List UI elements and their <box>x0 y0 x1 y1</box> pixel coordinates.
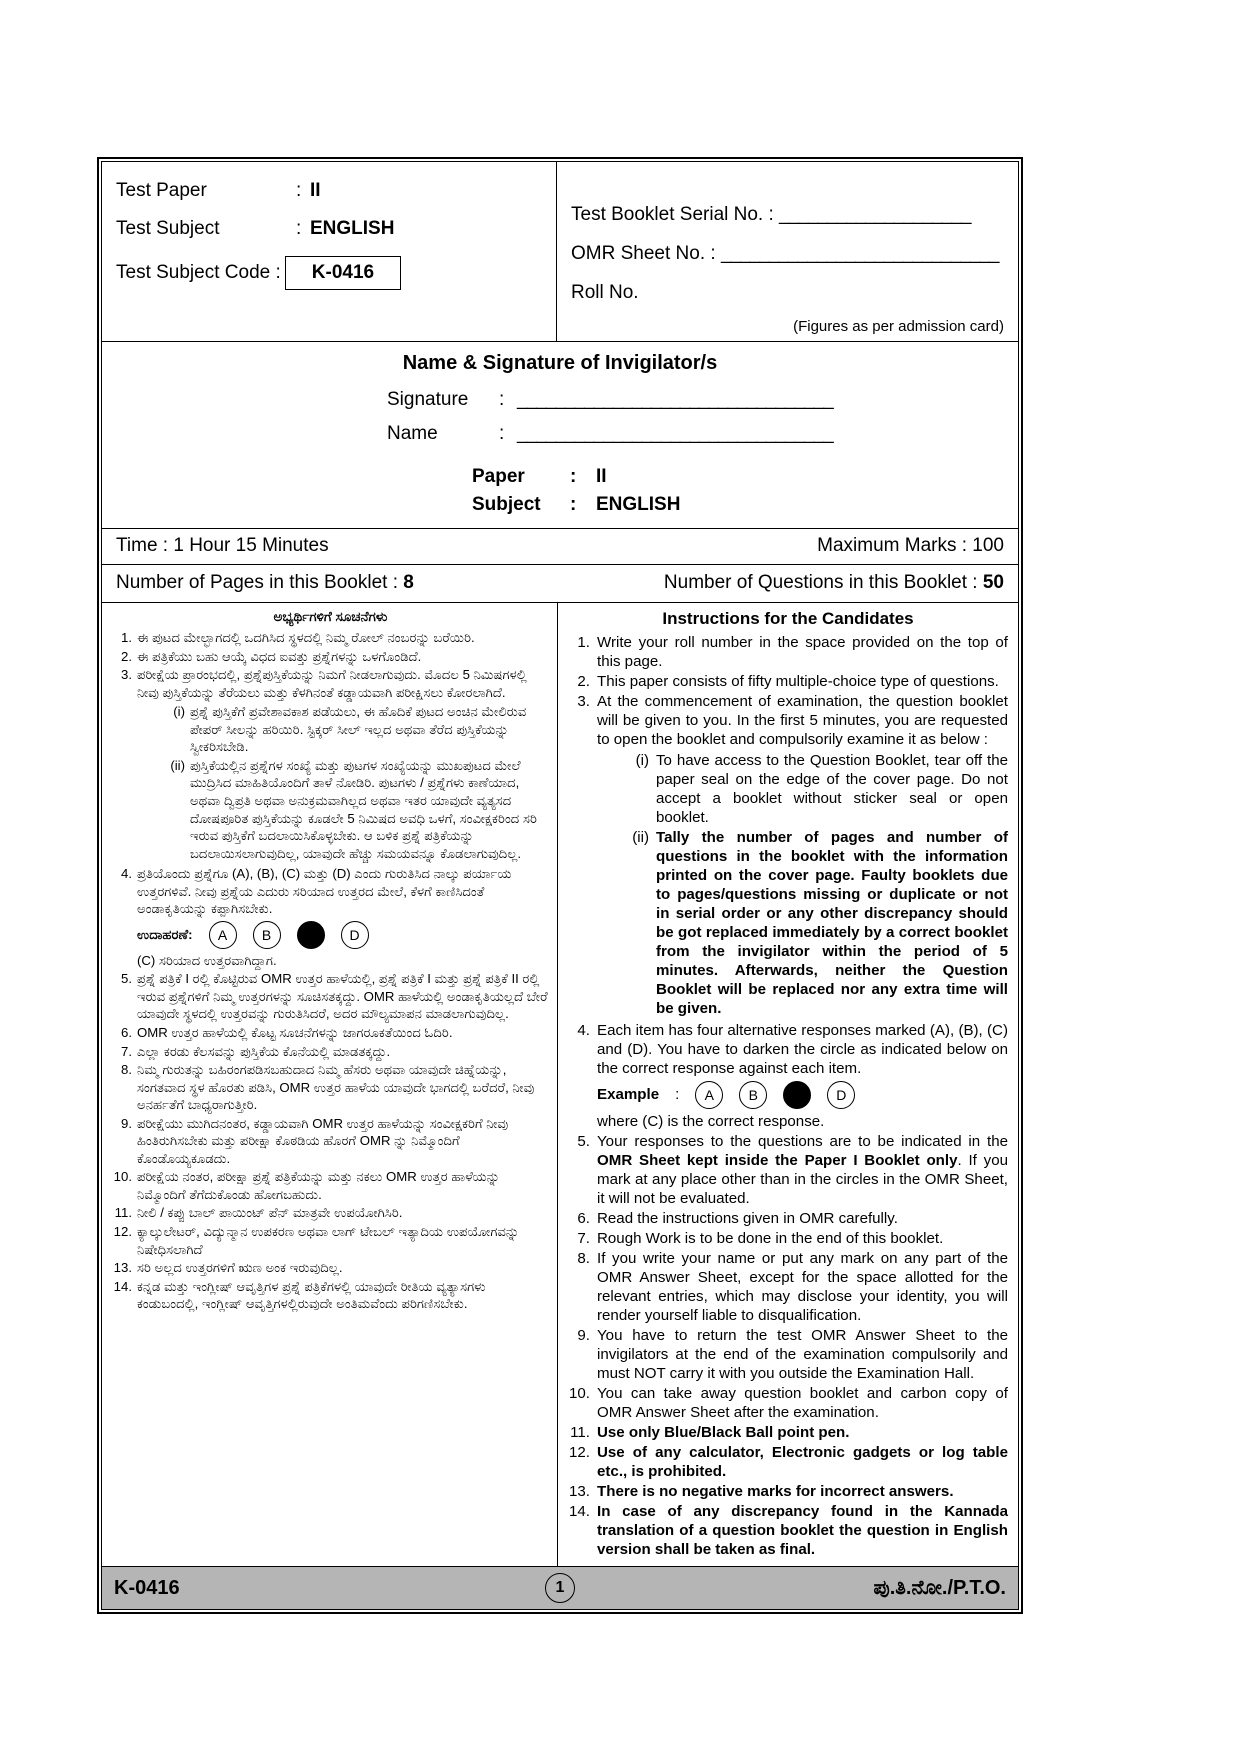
list-item <box>112 648 549 666</box>
option-bubble-d[interactable]: D <box>827 1081 855 1109</box>
item-number: 5. <box>121 971 132 987</box>
subject-label: Subject <box>472 493 541 515</box>
omr-sheet-label: OMR Sheet No. : <box>571 243 721 264</box>
item-number: 8. <box>577 1249 590 1267</box>
instructions-block <box>102 603 1018 1566</box>
booklet-serial-row <box>571 204 1008 226</box>
list-item <box>568 633 1008 671</box>
test-subject-code-label: Test Subject Code : <box>116 262 281 283</box>
item-number: 1. <box>121 630 132 646</box>
item-text: OMR ಉತ್ತರ ಹಾಳೆಯಲ್ಲಿ ಕೊಟ್ಟ ಸೂಚನೆಗಳನ್ನು ಜಾಗರೂಕತೆಯಿಂದ ಓದಿರಿ. <box>137 1024 453 1040</box>
signature-blank[interactable]: _________________________________ <box>517 389 833 410</box>
item-text: This paper consists of fifty multiple-choice type of questions. <box>597 672 999 690</box>
paper-value: II <box>596 466 607 487</box>
identity-left <box>102 162 557 341</box>
test-subject-colon: : <box>296 218 302 239</box>
item-text <box>137 666 549 864</box>
invigilator-name-blank[interactable]: _________________________________ <box>517 423 833 444</box>
item-text: ಸರಿ ಅಲ್ಲದ ಉತ್ತರಗಳಿಗೆ ಋಣ ಅಂಕ ಇರುವುದಿಲ್ಲ. <box>137 1260 343 1276</box>
pages-count <box>116 572 414 594</box>
item-text: Use of any calculator, Electronic gadgets or log table etc., is prohibited. <box>597 1444 1008 1481</box>
sub-item-text: Tally the number of pages and number of questions in the booklet with the information printed on the cover page. Faulty booklets due to pages/questions missing or duplicate or not in serial order or any other discrepancy should be got replaced immediately by a correct booklet from the invigilator within the period of 5 minutes. Afterwards, neither the Question Booklet will be replaced nor any extra time will be given. <box>656 828 1008 1017</box>
test-subject-row <box>116 218 556 240</box>
test-subject-label: Test Subject <box>116 218 220 239</box>
item-text: Read the instructions given in OMR carefully. <box>597 1209 898 1227</box>
item-text <box>137 865 549 969</box>
list-item <box>112 1024 549 1042</box>
list-item <box>112 970 549 1023</box>
list-item <box>568 1443 1008 1481</box>
item-number: 10. <box>113 1169 132 1185</box>
item-number: 7. <box>121 1043 132 1059</box>
option-bubble-b[interactable]: B <box>739 1081 767 1109</box>
item-text: ಪರೀಕ್ಷೆಯು ಮುಗಿದನಂತರ, ಕಡ್ಡಾಯವಾಗಿ OMR ಉತ್ತರ ಹಾಳೆಯನ್ನು ಸಂವೀಕ್ಷಕರಿಗೆ ನೀವು ಹಿಂತಿರುಗಿಸಬೇಕು ಮತ್ತು ಪರೀಕ್ಷಾ ಕೊಠಡಿಯ ಹೊರಗೆ OMR ನ್ನು ನಿಮ್ಮೊಂದಿಗೆ ಕೊಂಡೊಯ್ಯಕೂಡದು. <box>137 1115 509 1166</box>
max-marks-label: Maximum Marks : 100 <box>817 535 1004 557</box>
list-item <box>112 1168 549 1203</box>
item-text: ಈ ಪತ್ರಿಕೆಯು ಬಹು ಆಯ್ಕೆ ವಿಧದ ಐವತ್ತು ಪ್ರಶ್ನೆಗಳನ್ನು ಒಳಗೊಂಡಿದೆ. <box>137 648 422 664</box>
option-bubble-d[interactable]: D <box>341 921 369 949</box>
list-item <box>568 1384 1008 1422</box>
english-example-row <box>597 1081 1008 1109</box>
list-item <box>568 1021 1008 1131</box>
pages-value: 8 <box>403 572 414 594</box>
option-bubble-a[interactable]: A <box>695 1081 723 1109</box>
item-text <box>597 1021 1008 1131</box>
subject-value: ENGLISH <box>596 493 681 515</box>
item-text: You can take away question booklet and carbon copy of OMR Answer Sheet after the examination. <box>597 1385 1008 1422</box>
item-number: 1. <box>577 633 590 651</box>
paper-subject-block <box>472 463 1018 518</box>
signature-row <box>387 389 1018 411</box>
list-item <box>568 1326 1008 1383</box>
item-number: 8. <box>121 1062 132 1078</box>
sub-item <box>137 757 549 862</box>
test-paper-label: Test Paper <box>116 180 207 201</box>
english-example-note: where (C) is the correct response. <box>597 1112 825 1130</box>
pages-prefix: Number of Pages in this Booklet : <box>116 572 404 594</box>
list-item <box>568 692 1008 1020</box>
sub-item-number: (i) <box>173 704 185 720</box>
questions-value: 50 <box>982 572 1004 594</box>
item-number: 3. <box>121 667 132 683</box>
list-item <box>568 1132 1008 1208</box>
item-number: 11. <box>114 1205 132 1221</box>
kannada-instructions-column <box>102 603 558 1566</box>
item-number: 12. <box>113 1224 132 1239</box>
sub-item-number: (ii) <box>632 828 649 846</box>
omr-sheet-row <box>571 243 1008 265</box>
list-item <box>112 629 549 647</box>
omr-sheet-blank[interactable]: _____________________________ <box>720 243 999 264</box>
kannada-example-note: (C) ಸರಿಯಾದ ಉತ್ತರವಾಗಿದ್ದಾಗ. <box>137 952 277 968</box>
sub-item-number: (ii) <box>170 757 185 773</box>
item-text: ಪರೀಕ್ಷೆಯ ನಂತರ, ಪರೀಕ್ಷಾ ಪ್ರಶ್ನೆ ಪತ್ರಿಕೆಯನ್ನು ಮತ್ತು ನಕಲು OMR ಉತ್ತರ ಹಾಳೆಯನ್ನು ನಿಮ್ಮೊಂದಿಗೆ ತೆಗೆದುಕೊಂಡು ಹೋಗಬಹುದು. <box>137 1169 500 1202</box>
item-text: There is no negative marks for incorrect answers. <box>597 1483 954 1501</box>
pto-label: ಪು.ತಿ.ನೋ./P.T.O. <box>873 1576 1006 1599</box>
english-instructions-list <box>568 633 1008 1560</box>
signature-label: Signature <box>387 389 469 410</box>
item-text: ನೀಲಿ / ಕಪ್ಪು ಬಾಲ್ ಪಾಯಿಂಟ್ ಪೆನ್ ಮಾತ್ರವೇ ಉಪಯೋಗಿಸಿರಿ. <box>137 1205 403 1221</box>
sub-item <box>597 751 1008 827</box>
paper-row <box>472 463 1018 491</box>
invigilator-block <box>102 342 1018 529</box>
sub-item <box>597 828 1008 1018</box>
sub-item <box>137 703 549 756</box>
option-bubble-c-filled[interactable] <box>783 1081 811 1109</box>
roll-no-label: Roll No. <box>571 282 639 303</box>
test-subject-code-value: K-0416 <box>285 256 401 290</box>
item-number: 6. <box>577 1209 590 1227</box>
list-item <box>112 1061 549 1114</box>
paper-label: Paper <box>472 466 525 487</box>
invigilator-name-colon: : <box>499 423 505 444</box>
paper-colon: : <box>570 466 577 487</box>
item-text: ಎಲ್ಲಾ ಕರಡು ಕೆಲಸವನ್ನು ಪುಸ್ತಿಕೆಯ ಕೊನೆಯಲ್ಲಿ ಮಾಡತಕ್ಕದ್ದು. <box>137 1043 391 1059</box>
list-item <box>112 1259 549 1277</box>
test-subject-code-row <box>116 256 556 290</box>
english-example-label: Example <box>597 1086 660 1104</box>
sub-item-text: To have access to the Question Booklet, tear off the paper seal on the edge of the cover page. Do not accept a booklet without sticker seal or open booklet. <box>656 751 1008 826</box>
list-item <box>112 1115 549 1168</box>
item-text: Use only Blue/Black Ball point pen. <box>597 1424 850 1442</box>
signature-colon: : <box>499 389 505 410</box>
item-number: 5. <box>577 1132 590 1150</box>
english-instructions-title: Instructions for the Candidates <box>662 609 914 629</box>
exam-cover-page <box>97 157 1023 1614</box>
questions-prefix: Number of Questions in this Booklet : <box>663 572 983 594</box>
footer-subject-code: K-0416 <box>114 1576 180 1599</box>
english-instructions-column <box>558 603 1018 1566</box>
subject-row <box>472 491 1018 519</box>
item-number: 7. <box>577 1229 590 1247</box>
item-text-main: ಪ್ರತಿಯೊಂದು ಪ್ರಶ್ನೆಗೂ (A), (B), (C) ಮತ್ತು (D) ಎಂದು ಗುರುತಿಸಿದ ನಾಲ್ಕು ಪರ್ಯಾಯ ಉತ್ತರಗಳಿವೆ. ನೀವು ಪ್ರಶ್ನೆಯ ಎದುರು ಸರಿಯಾದ ಉತ್ತರದ ಮೇಲೆ, ಕೆಳಗೆ ಕಾಣಿಸಿದಂತೆ ಅಂಡಾಕೃತಿಯನ್ನು ಕಪ್ಪಾಗಿಸಬೇಕು. <box>137 866 512 917</box>
item-number: 2. <box>577 672 590 690</box>
time-marks-row <box>102 529 1018 565</box>
invigilator-name-label: Name <box>387 423 438 444</box>
sub-item-number: (i) <box>635 751 649 769</box>
kannada-instructions-title: ಅಭ್ಯರ್ಥಿಗಳಿಗೆ ಸೂಚನೆಗಳು <box>273 609 388 625</box>
item-number: 14. <box>113 1278 132 1294</box>
list-item <box>568 1482 1008 1501</box>
test-paper-colon: : <box>296 180 302 201</box>
item-text-main: Each item has four alternative responses marked (A), (B), (C) and (D). You have to darken the circle as indicated below on the correct response against each item. <box>597 1021 1008 1077</box>
item5-part1: Your responses to the questions are to be indicated in the <box>597 1132 1008 1150</box>
list-item <box>112 1204 549 1222</box>
item-text <box>597 1132 1008 1208</box>
option-bubble-c-filled[interactable] <box>297 921 325 949</box>
page-inner-frame <box>101 161 1019 1610</box>
subject-colon: : <box>570 493 577 515</box>
option-bubble-b[interactable]: B <box>253 921 281 949</box>
item-text: If you write your name or put any mark on any part of the OMR Answer Sheet, except for the space allotted for the relevant entries, which may disclose your identity, you will render yourself liable to disqualification. <box>597 1249 1008 1325</box>
kannada-example-label: ಉದಾಹರಣೆ: <box>137 927 193 943</box>
roll-no-row <box>571 282 1008 304</box>
item-number: 13. <box>569 1483 590 1501</box>
item-number: 9. <box>577 1327 590 1345</box>
list-item <box>568 1229 1008 1248</box>
figures-note: (Figures as per admission card) <box>793 318 1004 335</box>
kannada-instructions-list <box>112 629 549 1313</box>
page-footer <box>102 1566 1018 1609</box>
item-text: You have to return the test OMR Answer Sheet to the invigilators at the end of the examination compulsorily and must NOT carry it with you outside the Examination Hall. <box>597 1327 1008 1383</box>
booklet-serial-blank[interactable]: ____________________ <box>779 204 971 225</box>
item-number: 14. <box>569 1503 590 1521</box>
option-bubble-a[interactable]: A <box>209 921 237 949</box>
item-text: Rough Work is to be done in the end of this booklet. <box>597 1229 944 1247</box>
item-text: ನಿಮ್ಮ ಗುರುತನ್ನು ಬಹಿರಂಗಪಡಿಸಬಹುದಾದ ನಿಮ್ಮ ಹೆಸರು ಅಥವಾ ಯಾವುದೇ ಚಿಹ್ನೆಯನ್ನು, ಸಂಗತವಾದ ಸ್ಥಳ ಹೊರತು ಪಡಿಸಿ, OMR ಉತ್ತರ ಹಾಳೆಯ ಯಾವುದೇ ಭಾಗದಲ್ಲಿ ಬರೆದರೆ, ನೀವು ಅನರ್ಹತೆಗೆ ಬಾಧ್ಯರಾಗುತ್ತೀರಿ. <box>137 1062 535 1113</box>
list-item <box>568 1249 1008 1325</box>
sub-item-text: ಪುಸ್ತಿಕೆಯಲ್ಲಿನ ಪ್ರಶ್ನೆಗಳ ಸಂಖ್ಯೆ ಮತ್ತು ಪುಟಗಳ ಸಂಖ್ಯೆಯನ್ನು ಮುಖಪುಟದ ಮೇಲೆ ಮುದ್ರಿಸಿದ ಮಾಹಿತಿಯೊಂದಿಗೆ ತಾಳೆ ನೋಡಿರಿ. ಪುಟಗಳು / ಪ್ರಶ್ನೆಗಳು ಕಾಣೆಯಾದ, ಅಥವಾ ದ್ವಿಪ್ರತಿ ಅಥವಾ ಅನುಕ್ರಮವಾಗಿಲ್ಲದ ಅಥವಾ ಇತರ ಯಾವುದೇ ವ್ಯತ್ಯಸದ ದೋಷಪೂರಿತ ಪುಸ್ತಿಕೆಯನ್ನು ಕೂಡಲೇ 5 ನಿಮಿಷದ ಅವಧಿ ಒಳಗೆ, ಸಂವೀಕ್ಷಕರಿಂದ ಸರಿ ಇರುವ ಪುಸ್ತಿಕೆಗೆ ಬದಲಾಯಿಸಿಕೊಳ್ಳಬೇಕು. ಆ ಬಳಿಕ ಪ್ರಶ್ನೆ ಪತ್ರಿಕೆಯನ್ನು ಬದಲಾಯಿಸಲಾಗುವುದಿಲ್ಲ, ಯಾವುದೇ ಹೆಚ್ಚು ಸಮಯವನ್ನೂ ಕೊಡಲಾಗುವುದಿಲ್ಲ. <box>190 757 537 861</box>
item-text: ಈ ಪುಟದ ಮೇಲ್ಭಾಗದಲ್ಲಿ ಒದಗಿಸಿದ ಸ್ಥಳದಲ್ಲಿ ನಿಮ್ಮ ರೋಲ್ ನಂಬರನ್ನು ಬರೆಯಿರಿ. <box>137 630 475 646</box>
item-text-main: ಪರೀಕ್ಷೆಯ ಪ್ರಾರಂಭದಲ್ಲಿ, ಪ್ರಶ್ನೆಪುಸ್ತಿಕೆಯನ್ನು ನಿಮಗೆ ನೀಡಲಾಗುವುದು. ಮೊದಲ 5 ನಿಮಿಷಗಳಲ್ಲಿ ನೀವು ಪುಸ್ತಿಕೆಯನ್ನು ತೆರೆಯಲು ಮತ್ತು ಕೆಳಗಿನಂತೆ ಕಡ್ಡಾಯವಾಗಿ ಪರೀಕ್ಷಿಸಲು ಕೋರಲಾಗಿದೆ. <box>137 667 527 700</box>
item-number: 4. <box>577 1021 590 1039</box>
invigilator-title: Name & Signature of Invigilator/s <box>402 352 718 374</box>
item-number: 10. <box>569 1385 590 1403</box>
item-number: 13. <box>113 1260 132 1276</box>
item-text: ಪ್ರಶ್ನೆ ಪತ್ರಿಕೆ I ರಲ್ಲಿ ಕೊಟ್ಟಿರುವ OMR ಉತ್ತರ ಹಾಳೆಯಲ್ಲಿ, ಪ್ರಶ್ನೆ ಪತ್ರಿಕೆ I ಮತ್ತು ಪ್ರಶ್ನೆ ಪತ್ರಿಕೆ II ರಲ್ಲಿ ಇರುವ ಪ್ರಶ್ನೆಗಳಿಗೆ ನಿಮ್ಮ ಉತ್ತರಗಳನ್ನು ಸೂಚಿಸತಕ್ಕದ್ದು. OMR ಹಾಳೆಯಲ್ಲಿ ಅಂಡಾಕೃತಿಯಲ್ಲದೆ ಬೇರೆ ಯಾವುದೇ ಸ್ಥಳದಲ್ಲಿ ಉತ್ತರವನ್ನು ಗುರುತಿಸಿದರೆ, ಅದರ ಮೌಲ್ಯಮಾಪನ ಮಾಡಲಾಗುವುದಿಲ್ಲ. <box>137 971 548 1022</box>
list-item <box>112 1278 549 1313</box>
list-item <box>112 1043 549 1061</box>
item5-bold: OMR Sheet kept inside the Paper I Booklet only <box>597 1151 958 1169</box>
list-item <box>568 1502 1008 1559</box>
pages-questions-row <box>102 565 1018 603</box>
item-text: Write your roll number in the space provided on the top of this page. <box>597 633 1008 670</box>
item-number: 3. <box>577 692 590 710</box>
item-number: 2. <box>121 648 132 664</box>
item-number: 9. <box>121 1115 132 1131</box>
item-number: 6. <box>121 1024 132 1040</box>
item5-part2: . If you mark at any place other than in the circles in the OMR Sheet, it will not be evaluated. <box>597 1151 1008 1207</box>
booklet-serial-label: Test Booklet Serial No. : <box>571 204 780 225</box>
test-subject-value: ENGLISH <box>310 218 395 239</box>
item-text: ಕ್ಯಾಲ್ಕುಲೇಟರ್, ವಿದ್ಯುನ್ಮಾನ ಉಪಕರಣ ಅಥವಾ ಲಾಗ್ ಟೇಬಲ್ ಇತ್ಯಾದಿಯ ಉಪಯೋಗವನ್ನು ನಿಷೇಧಿಸಲಾಗಿದೆ <box>137 1224 520 1257</box>
identity-block <box>102 162 1018 342</box>
identity-right <box>557 162 1018 341</box>
kannada-sublist <box>137 703 549 862</box>
invigilator-name-row <box>387 423 1018 445</box>
list-item <box>112 666 549 864</box>
item-text: ಕನ್ನಡ ಮತ್ತು ಇಂಗ್ಲೀಷ್ ಆವೃತ್ತಿಗಳ ಪ್ರಶ್ನೆ ಪತ್ರಿಕೆಗಳಲ್ಲಿ ಯಾವುದೇ ರೀತಿಯ ವ್ಯತ್ಯಾಸಗಳು ಕಂಡುಬಂದಲ್ಲಿ, ಇಂಗ್ಲೀಷ್ ಆವೃತ್ತಿಗಳಲ್ಲಿರುವುದೇ ಅಂತಿಮವೆಂದು ಪರಿಗಣಿಸಬೇಕು. <box>137 1278 486 1312</box>
test-paper-row <box>116 180 556 202</box>
list-item <box>568 1209 1008 1228</box>
kannada-example-row <box>137 921 549 949</box>
time-label: Time : 1 Hour 15 Minutes <box>116 535 329 557</box>
item-number: 4. <box>121 866 132 882</box>
item-text: In case of any discrepancy found in the Kannada translation of a question booklet the question in English version shall be taken as final. <box>597 1503 1008 1559</box>
sub-item-text: ಪ್ರಶ್ನೆ ಪುಸ್ತಿಕೆಗೆ ಪ್ರವೇಶಾವಕಾಶ ಪಡೆಯಲು, ಈ ಹೊದಿಕೆ ಪುಟದ ಅಂಚಿನ ಮೇಲಿರುವ ಪೇಪರ್ ಸೀಲನ್ನು ಹರಿಯಿರಿ. ಸ್ಟಿಕ್ಕರ್ ಸೀಲ್ ಇಲ್ಲದ ಅಥವಾ ತೆರೆದ ಪುಸ್ತಿಕೆಯನ್ನು ಸ್ವೀಕರಿಸಬೇಡಿ. <box>190 704 527 755</box>
page-number-badge: 1 <box>545 1573 575 1603</box>
item-number: 12. <box>569 1444 590 1462</box>
list-item <box>568 672 1008 691</box>
english-sublist <box>597 751 1008 1018</box>
questions-count <box>664 572 1004 594</box>
test-paper-value: II <box>310 180 321 201</box>
item-text-main: At the commencement of examination, the question booklet will be given to you. In the first 5 minutes, you are requested to open the booklet and compulsorily examine it as below : <box>597 692 1008 748</box>
english-example-colon: : <box>675 1086 680 1104</box>
list-item <box>112 1223 549 1258</box>
list-item <box>112 865 549 969</box>
item-text <box>597 692 1008 1020</box>
item-number: 11. <box>570 1424 590 1442</box>
list-item <box>568 1423 1008 1442</box>
